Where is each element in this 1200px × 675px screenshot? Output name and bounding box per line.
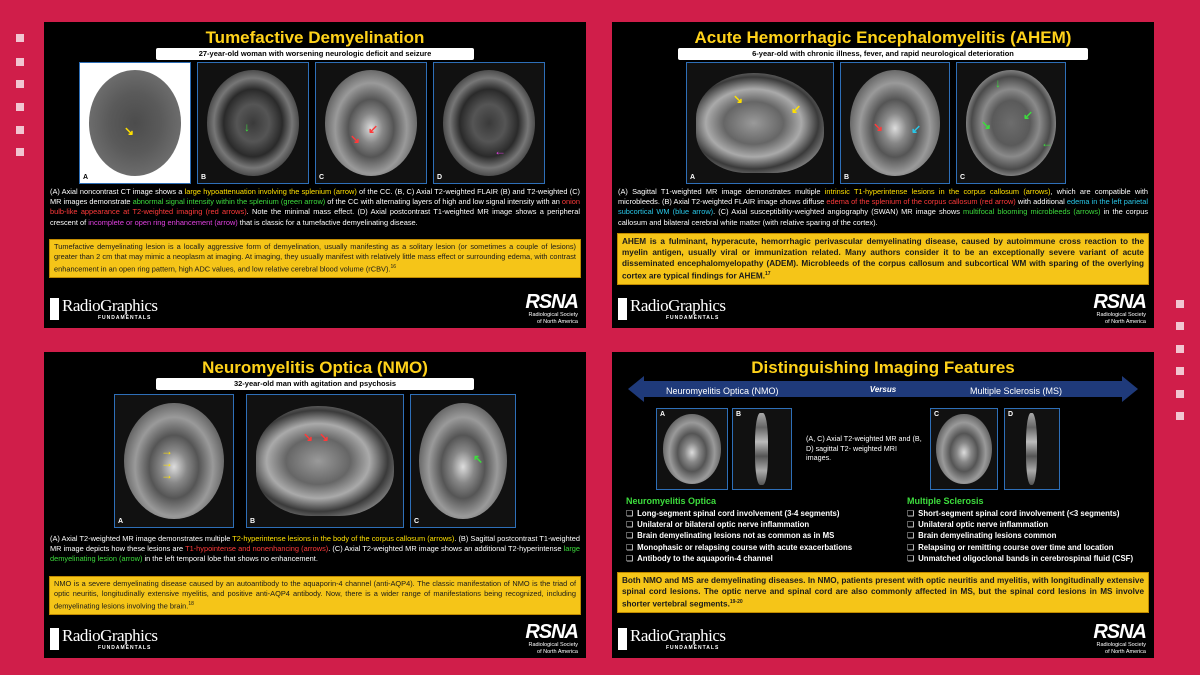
decor-square	[1176, 390, 1184, 398]
decor-square	[16, 103, 24, 111]
list-item: ❏ Relapsing or remitting course over time and location	[907, 542, 1133, 553]
summary-box: AHEM is a fulminant, hyperacute, hemorrhagic perivascular demyelinating disease, caused by autoimmune cross reaction to the myelin antigen, usually viral or immunization related. Many authors consider it to be an exceptionally severe variant of acute disseminated encephalomyelopathy (ADEM). Microbleeds of the corpus callosum and subcortical WM with sparing of the overlying cortex are typical findings for AHEM.$^{17}$	[617, 233, 1149, 285]
decor-square	[16, 126, 24, 134]
rsna-logo: RSNA Radiological Society of North America	[1093, 291, 1146, 325]
list-item: ❏ Short-segment spinal cord involvement (<3 segments)	[907, 508, 1133, 519]
figure-caption: (A) Axial noncontrast CT image shows a large hypoattenuation involving the splenium (arrow) of the CC. (B, C) Axial T2-weighted FLAIR (B) and T2-weighted (C) MR images demonstrate abnormal signal intensity within the splenium (green arrow) of the CC with alternating layers of high and low signal intensity with an onion bulb-like appearance at T2-weighted imaging (red arrows). Note the minimal mass effect. (D) Axial postcontrast T1-weighted MR image shows a peripheral crescent of incomplete or open ring enhancement (arrow) that is classic for a tumefactive demyelinating disease.	[50, 187, 580, 227]
image-panel-a: A	[656, 408, 728, 490]
image-panel-c: ↓ ↘ ↙ ← C	[956, 62, 1066, 184]
list-item: ❏ Unilateral optic nerve inflammation	[907, 519, 1133, 530]
radiographics-logo: RadioGraphics FUNDAMENTALS	[50, 296, 160, 324]
decor-square	[1176, 300, 1184, 308]
list-item: ❏ Brain demyelinating lesions not as common as in MS	[626, 530, 852, 541]
image-panel-b: ↓ B	[197, 62, 309, 184]
summary-box: Both NMO and MS are demyelinating diseases. In NMO, patients present with optic neuritis and myelitis, with longitudinally extensive spinal cord lesions. The optic nerve and spinal cord are also commonly affected in MS, but the spinal cord lesions in MS involve shorter vertebral segments.$^{19-20}$	[617, 572, 1149, 613]
slide-title: Tumefactive Demyelination	[205, 28, 425, 47]
summary-box: NMO is a severe demyelinating disease caused by an autoantibody to the aquaporin-4 channel (anti-AQP4). The classic manifestation of NMO is the triad of optic neuritis, longitudinally extensive myelitis, and positive anti-AQP4 antibody. Now, there is a wider range of manifestations being recognized, including demyelinating lesions involving the brain.$^{18}$	[49, 576, 581, 615]
nmo-checklist	[626, 508, 852, 564]
slide-distinguishing-features	[612, 352, 1154, 658]
image-panel-c: C	[930, 408, 998, 490]
image-panel-b: ↘ ↘ B	[246, 394, 404, 528]
slide-neuromyelitis-optica	[44, 352, 586, 658]
list-item: ❏ Brain demyelinating lesions common	[907, 530, 1133, 541]
decor-square	[1176, 412, 1184, 420]
image-panel-b: B	[732, 408, 792, 490]
ms-heading: Multiple Sclerosis	[907, 496, 984, 506]
decor-square	[1176, 322, 1184, 330]
versus-label: Versus	[869, 385, 897, 394]
nmo-heading: Neuromyelitis Optica	[626, 496, 717, 506]
slide-title: Distinguishing Imaging Features	[751, 358, 1015, 377]
slide-title: Neuromyelitis Optica (NMO)	[202, 358, 428, 377]
summary-box: Tumefactive demyelinating lesion is a locally aggressive form of demyelination, usually manifesting as a solitary lesion (or sometimes a couple of lesions) greater than 2 cm that may mimic a neoplasm at imaging. At imaging, they usually manifest with relatively little mass effect or surrounding edema, with contrast enhancement in an open ring pattern, high ADC values, and low relative cerebral blood volume (rCBV).$^{16}$	[49, 239, 581, 278]
image-panel-d: ← D	[433, 62, 545, 184]
image-panel-b: ↘ ↙ B	[840, 62, 950, 184]
decor-square	[16, 80, 24, 88]
figure-caption: (A) Axial T2-weighted MR image demonstrates multiple T2-hyperintense lesions in the body of the corpus callosum (arrows). (B) Sagittal postcontrast T1-weighted MR image depicts how these lesions are T1-hypointense and nonenhancing (arrows). (C) Axial T2-weighted MR image shows an additional T2-hyperintense large demyelinating lesion (arrow) in the left temporal lobe that shows no enhancement.	[50, 534, 581, 564]
list-item: ❏ Monophasic or relapsing course with acute exacerbations	[626, 542, 852, 553]
radiographics-logo: RadioGraphics FUNDAMENTALS	[50, 626, 160, 654]
image-panel-a: ↘ ↙ A	[686, 62, 834, 184]
image-panel-d: D	[1004, 408, 1060, 490]
slide-tumefactive-demyelination	[44, 22, 586, 328]
image-panel-c: ↖ C	[410, 394, 516, 528]
nmo-label: Neuromyelitis Optica (NMO)	[666, 386, 779, 396]
decor-square	[1176, 367, 1184, 375]
decor-square	[16, 58, 24, 66]
radiographics-logo: RadioGraphics FUNDAMENTALS	[618, 626, 728, 654]
ms-label: Multiple Sclerosis (MS)	[970, 386, 1063, 396]
figure-caption: (A) Sagittal T1-weighted MR image demonstrates multiple intrinsic T1-hyperintense lesions in the corpus callosum (arrows), which are compatible with microbleeds. (B) Axial T2-weighted FLAIR image shows diffuse edema of the splenium of the corpus callosum (red arrow) with additional edema in the left parietal subcortical WM (blue arrow). (C) Axial susceptibility-weighted angiography (SWAN) MR image shows multifocal blooming microbleeds (arrows) in the corpus callosum and bilateral cerebral white matter (with relative sparing of the cortex).	[618, 187, 1149, 227]
image-panel-a: ↘ A	[79, 62, 191, 184]
slide-ahem	[612, 22, 1154, 328]
slide-subtitle: 27-year-old woman with worsening neurologic deficit and seizure	[156, 48, 474, 60]
rsna-logo: RSNA Radiological Society of North America	[1093, 621, 1146, 655]
slide-subtitle: 32-year-old man with agitation and psychosis	[156, 378, 474, 390]
list-item: ❏ Antibody to the aquaporin-4 channel	[626, 553, 852, 564]
slide-title: Acute Hemorrhagic Encephalomyelitis (AHEM)	[694, 28, 1072, 47]
list-item: ❏ Unilateral or bilateral optic nerve inflammation	[626, 519, 852, 530]
list-item: ❏ Long-segment spinal cord involvement (3-4 segments)	[626, 508, 852, 519]
list-item: ❏ Unmatched oligoclonal bands in cerebrospinal fluid (CSF)	[907, 553, 1133, 564]
radiographics-logo: RadioGraphics FUNDAMENTALS	[618, 296, 728, 324]
rsna-logo: RSNA Radiological Society of North America	[525, 621, 578, 655]
slide-subtitle: 6-year-old with chronic illness, fever, and rapid neurological deterioration	[678, 48, 1088, 60]
decor-square	[16, 148, 24, 156]
image-panel-c: ↙ ↘ C	[315, 62, 427, 184]
ms-checklist	[907, 508, 1133, 564]
rsna-logo: RSNA Radiological Society of North America	[525, 291, 578, 325]
figure-legend: (A, C) Axial T2-weighted MR and (B, D) sagittal T2- weighted MRI images.	[806, 434, 922, 462]
decor-square	[16, 34, 24, 42]
decor-square	[1176, 345, 1184, 353]
image-panel-a: → → → A	[114, 394, 234, 528]
